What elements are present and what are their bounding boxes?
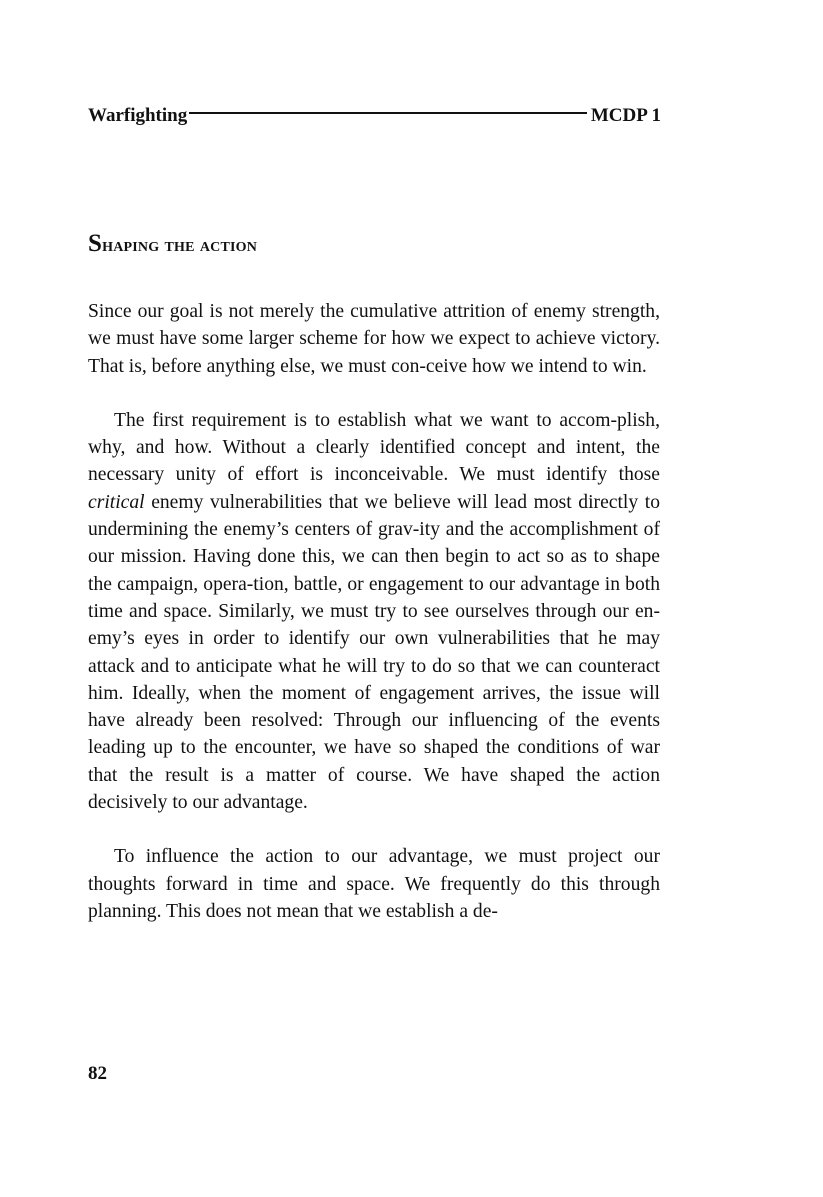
page-number: 82 bbox=[88, 1063, 107, 1084]
document-number: MCDP 1 bbox=[590, 105, 661, 126]
book-title: Warfighting bbox=[88, 105, 188, 126]
section-title-rest: haping the action bbox=[102, 234, 258, 256]
paragraph-1: Since our goal is not merely the cumulative attrition of enemy strength, we must have some larger scheme for how we expect to achieve victory. That is, before anything else, we must con-ceive how we intend to win. bbox=[88, 301, 660, 377]
paragraph-2-part-1: The first requirement is to establish what we want to accom-plish, why, and how. Without a clearly identified concept and intent, the necessary unity of effort is inconceivable. We must identify those bbox=[88, 409, 660, 486]
section-title bbox=[88, 230, 257, 258]
paragraph-2-part-2: enemy vulnerabilities that we believe will lead most directly to undermining the enemy’s centers of grav-ity and the accomplishment of our mission. Having done this, we can then begin to act so as to shape the campaign, opera-tion, battle, or engagement to our advantage in both time and space. Similarly, we must try to see ourselves through our en-emy’s eyes in order to identify our own vulnerabilities that he may attack and to anticipate what he will try to do so that we can counteract him. Ideally, when the moment of engagement arrives, the issue will have already been resolved: Through our influencing of the events leading up to the encounter, we have so shaped the conditions of war that the result is a matter of course. We have shaped the action decisively to our advantage. bbox=[88, 491, 660, 814]
emphasis-critical: critical bbox=[88, 491, 145, 513]
body-text bbox=[88, 298, 660, 925]
paragraph-3: To influence the action to our advantage, we must project our thoughts forward in time and space. We frequently do this through planning. This does not mean that we establish a de- bbox=[88, 846, 660, 922]
paragraph-2 bbox=[88, 407, 660, 816]
running-header bbox=[88, 103, 661, 129]
section-title-initial: S bbox=[88, 230, 103, 257]
header-rule bbox=[189, 112, 587, 114]
